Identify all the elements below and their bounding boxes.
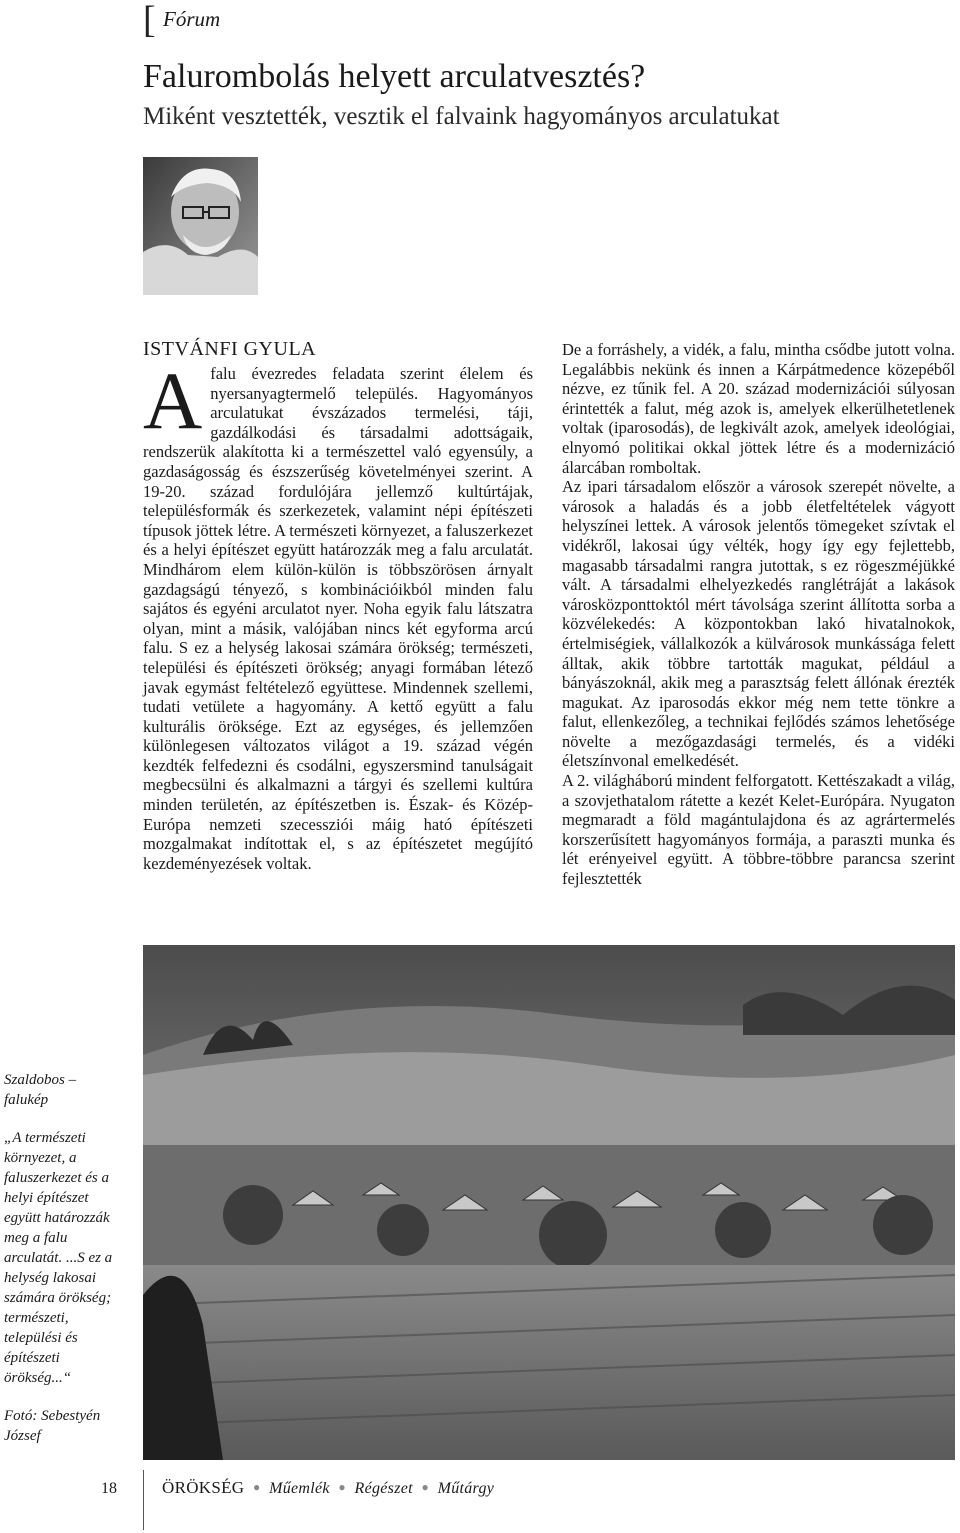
section-label: Fórum [163, 7, 221, 31]
author-portrait [143, 157, 258, 295]
village-photo [143, 945, 955, 1460]
photo-caption: Szaldobos – falukép [4, 1072, 77, 1108]
magazine-name: ÖRÖKSÉG [162, 1478, 245, 1497]
bullet-icon: ● [421, 1480, 430, 1494]
photo-sidebar [4, 1070, 122, 1464]
body-paragraph: A 2. világháború mindent felforgatott. Kettészakadt a világ, a szovjethatalom rátette a kezét Kelet-Európára. Nyugaton megmaradt a föld magántulajdona és az agrártermelés korszerűsített hagyományos formája, a paraszti munka és lét erényeivel együtt. A többre-többre parancsa szerint fejlesztették [562, 771, 955, 889]
article-subtitle: Miként vesztették, vesztik el falvaink hagyományos arculatukat [143, 103, 780, 130]
footer-magazine [162, 1478, 494, 1498]
photo-credit: Fotó: Sebestyén József [4, 1408, 101, 1444]
bullet-icon: ● [338, 1480, 346, 1494]
footer-tag: Régészet [354, 1480, 413, 1497]
author-name: ISTVÁNFI GYULA [143, 338, 317, 360]
bullet-icon: ● [252, 1480, 261, 1494]
body-paragraph: falu évezredes feladata szerint élelem és nyersanyagtermelő település. Hagyományos arculatukat évszázados termelési, táji, gazdálkodási és társadalmi adottságaik, rendszerük alakította ki a természettel való egyensúly, a gazdaságosság és észszerűség követelményei szerint. A 19-20. század fordulójára jellemző kultúrtájak, településformák és szerkezetek, valamint népi építészeti típusok jöttek létre. A természeti környezet, a faluszerkezet és a helyi építészet együtt határozzák meg a falu arculatát. Mindhárom elem külön-külön is többszörösen árnyalt gazdagságú tényező, s kombinációikból minden falu sajátos és egyéni arculatot nyer. Noha egyik falu látszatra olyan, mint a másik, valójában nincs két egyforma arcú falu. S ez a helység lakosai számára örökség; természeti, települési és építészeti örökség; anyagi formában létező javak egymást feltételező együttese. Mindennek szellemi, tudati vetülete a hagyomány. A kettő együtt a falu kulturális öröksége. Ezt az egységes, és jellemzően különlegesen változatos világot a 19. század végén kezdték felfedezni és csodálni, egyszersmind tanulságait megbecsülni és alkalmazni a tárgyi és szellemi kultúra minden területén, az építészetben is. Észak- és Közép-Európa nemzeti szecessziói máig ható építészeti mozgalmakat indítottak el, s az építészetet megújító kezdeményezések voltak. [143, 364, 533, 873]
article-column-2 [562, 340, 955, 889]
page-number: 18 [101, 1480, 117, 1497]
section-bracket: [ [143, 0, 156, 41]
footer-tag: Műtárgy [437, 1480, 495, 1497]
footer-divider [143, 1470, 144, 1530]
footer-tag: Műemlék [269, 1480, 330, 1497]
body-paragraph: De a forráshely, a vidék, a falu, mintha csődbe jutott volna. Legalábbis nekünk és innen a Kárpátmedence közepéből nézve, ez tűnik fel. A 20. század modernizációi súlyosan érintették a falut, még azok is, amelyek elkerülhetetlenek voltak (iparosodás), de legkivált azok, amelyek ideológiai, elnyomó politikai okkal jöttek létre és a modernizáció álarcában romboltak. [562, 340, 955, 477]
drop-cap: A [143, 355, 203, 446]
pull-quote: „A természeti környezet, a faluszerkezet és a helyi építészet együtt határozzák meg a falu arculatát. ...S ez a helység lakosai számára örökség; természeti, települési és építészeti örökség...“ [4, 1130, 113, 1386]
body-paragraph: Az ipari társadalom először a városok szerepét növelte, a városok a haladás és a jobb életfeltételek vágyott helyszínei lettek. A városok jelentős tömegeket szívtak el vidékről, lakosai úgy vélték, hogy így egy fejlettebb, magasabb társadalmi rangra jutottak, s ez rögeszméjükké vált. A társadalmi elhelyezkedés ranglétráját a lakások városközponttoktól mért távolsága szerint állította sorba a közvélekedés: A központokban lakó hivatalnokok, értelmiségiek, vállalkozók a külvárosok munkássága felett álltak, akik többre tartották magukat, például a bányászoknál, akik meg a parasztság felett állónak érezték magukat. Az iparosodás ekkor még nem tette tönkre a falut, ellenkezőleg, a technikai fejlődés számos lehetősége növelte a mezőgazdasági termelés, és a vidéki életszínvonal emelkedését. [562, 477, 955, 771]
article-column-1 [143, 355, 533, 873]
article-title: Falurombolás helyett arculatvesztés? [143, 58, 646, 95]
